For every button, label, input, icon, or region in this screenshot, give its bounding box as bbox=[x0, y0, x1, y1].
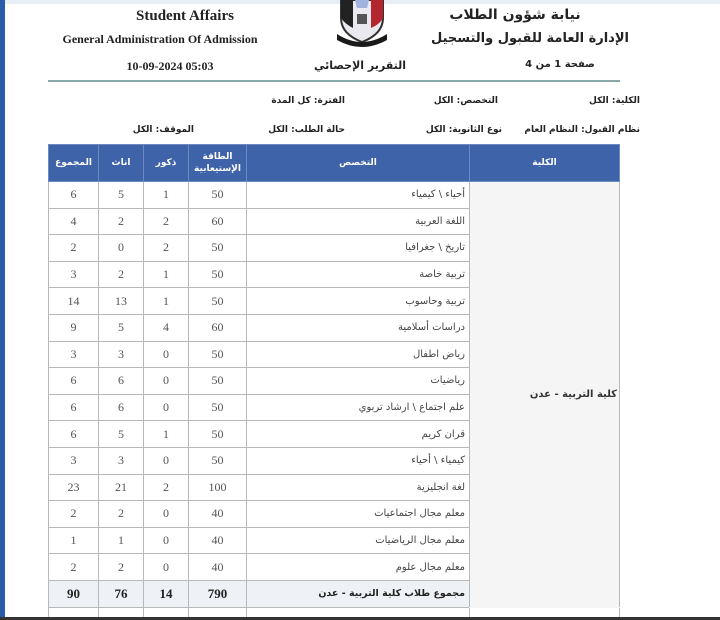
university-crest-logo bbox=[333, 0, 391, 48]
cell-total: 6 bbox=[49, 182, 99, 209]
cell-males: 0 bbox=[144, 554, 189, 581]
cell-total: 2 bbox=[49, 235, 99, 262]
cell-capacity: 50 bbox=[189, 288, 247, 315]
cell-specialization: اللغة العربية bbox=[247, 208, 470, 235]
cell-females: 2 bbox=[99, 501, 144, 528]
header-capacity-line2: الإستيعابية bbox=[194, 164, 241, 174]
cell-specialization: دراسات أسلامية bbox=[247, 314, 470, 341]
cell-empty bbox=[189, 607, 247, 618]
cell-capacity: 40 bbox=[189, 501, 247, 528]
header-females: اناث bbox=[99, 145, 144, 182]
cell-total: 2 bbox=[49, 554, 99, 581]
filter-position: الموقف: الكل bbox=[132, 125, 194, 135]
cell-males: 1 bbox=[144, 421, 189, 448]
page-indicator: صفحة 1 من 4 bbox=[525, 59, 595, 70]
cell-specialization: علم اجتماع \ ارشاد تربوي bbox=[247, 394, 470, 421]
cell-males: 0 bbox=[144, 527, 189, 554]
cell-males: 1 bbox=[144, 288, 189, 315]
cell-college-name: كلية التربية - عدن bbox=[470, 182, 620, 608]
cell-specialization: لغة انجليزية bbox=[247, 474, 470, 501]
cell-capacity: 100 bbox=[189, 474, 247, 501]
cell-specialization: معلم مجال الرياضيات bbox=[247, 527, 470, 554]
total-capacity: 790 bbox=[189, 580, 247, 607]
header-divider bbox=[306, 80, 620, 82]
arabic-subtitle: الإدارة العامة للقبول والتسجيل bbox=[430, 31, 629, 46]
header-capacity-line1: الطاقة bbox=[202, 152, 233, 162]
cell-total: 3 bbox=[49, 447, 99, 474]
table-row bbox=[49, 182, 620, 209]
cell-specialization: تربية خاصة bbox=[247, 261, 470, 288]
cell-specialization: كيمياء \ أحياء bbox=[247, 447, 470, 474]
report-title: التقرير الإحصائي bbox=[313, 59, 407, 72]
header-total: المجموع bbox=[49, 145, 99, 182]
cell-capacity: 40 bbox=[189, 527, 247, 554]
cell-total: 4 bbox=[49, 208, 99, 235]
cell-females: 3 bbox=[99, 341, 144, 368]
cell-empty bbox=[144, 607, 189, 618]
cell-males: 0 bbox=[144, 368, 189, 395]
cell-total: 6 bbox=[49, 368, 99, 395]
cell-total: 23 bbox=[49, 474, 99, 501]
cell-males: 2 bbox=[144, 235, 189, 262]
cell-specialization: تربية وحاسوب bbox=[247, 288, 470, 315]
cell-capacity: 50 bbox=[189, 368, 247, 395]
table-row-partial bbox=[49, 607, 620, 618]
cell-females: 2 bbox=[99, 554, 144, 581]
total-sum: 90 bbox=[49, 580, 99, 607]
cell-capacity: 60 bbox=[189, 314, 247, 341]
cell-capacity: 50 bbox=[189, 341, 247, 368]
cell-specialization: أحياء \ كيمياء bbox=[247, 182, 470, 209]
english-subtitle: General Administration Of Admission bbox=[62, 32, 258, 46]
header-college: الكلية bbox=[470, 145, 620, 182]
cell-total: 14 bbox=[49, 288, 99, 315]
cell-males: 2 bbox=[144, 208, 189, 235]
filter-secondary-type: نوع الثانوية: الكل bbox=[425, 125, 502, 135]
cell-empty bbox=[49, 607, 99, 618]
cell-empty bbox=[247, 607, 470, 618]
cell-females: 1 bbox=[99, 527, 144, 554]
header-specialization: التخصص bbox=[247, 145, 470, 182]
cell-total: 6 bbox=[49, 421, 99, 448]
cell-males: 0 bbox=[144, 501, 189, 528]
cell-females: 6 bbox=[99, 368, 144, 395]
cell-females: 21 bbox=[99, 474, 144, 501]
cell-empty bbox=[470, 607, 620, 618]
cell-capacity: 50 bbox=[189, 235, 247, 262]
cell-total: 1 bbox=[49, 527, 99, 554]
filter-admission-system: نظام القبول: النظام العام bbox=[524, 125, 640, 135]
english-title: Student Affairs bbox=[136, 8, 234, 24]
cell-males: 1 bbox=[144, 261, 189, 288]
cell-capacity: 50 bbox=[189, 447, 247, 474]
filter-request-status: حالة الطلب: الكل bbox=[268, 125, 345, 135]
cell-males: 0 bbox=[144, 394, 189, 421]
cell-males: 0 bbox=[144, 341, 189, 368]
cell-females: 6 bbox=[99, 394, 144, 421]
cell-total: 3 bbox=[49, 341, 99, 368]
total-label: مجموع طلاب كلية التربية - عدن bbox=[247, 580, 470, 607]
cell-specialization: تاريخ \ جغرافيا bbox=[247, 235, 470, 262]
cell-capacity: 60 bbox=[189, 208, 247, 235]
cell-females: 5 bbox=[99, 182, 144, 209]
cell-females: 3 bbox=[99, 447, 144, 474]
cell-capacity: 50 bbox=[189, 182, 247, 209]
cell-capacity: 50 bbox=[189, 421, 247, 448]
total-males: 14 bbox=[144, 580, 189, 607]
arabic-title: نيابة شؤون الطلاب bbox=[449, 7, 581, 23]
cell-males: 4 bbox=[144, 314, 189, 341]
cell-capacity: 50 bbox=[189, 261, 247, 288]
table-header-row bbox=[49, 145, 620, 182]
header-capacity bbox=[189, 145, 247, 182]
cell-specialization: معلم مجال علوم bbox=[247, 554, 470, 581]
cell-capacity: 40 bbox=[189, 554, 247, 581]
cell-specialization: معلم مجال اجتماعيات bbox=[247, 501, 470, 528]
cell-males: 2 bbox=[144, 474, 189, 501]
report-datetime: 10-09-2024 05:03 bbox=[126, 59, 214, 73]
cell-females: 0 bbox=[99, 235, 144, 262]
cell-females: 2 bbox=[99, 261, 144, 288]
cell-total: 6 bbox=[49, 394, 99, 421]
window-edge bbox=[0, 0, 5, 620]
cell-females: 13 bbox=[99, 288, 144, 315]
cell-total: 2 bbox=[49, 501, 99, 528]
filter-college: الكلية: الكل bbox=[589, 96, 640, 106]
cell-males: 1 bbox=[144, 182, 189, 209]
cell-specialization: رياض اطفال bbox=[247, 341, 470, 368]
cell-capacity: 50 bbox=[189, 394, 247, 421]
cell-specialization: رياضيات bbox=[247, 368, 470, 395]
cell-females: 5 bbox=[99, 314, 144, 341]
filter-period: الفترة: كل المدة bbox=[271, 96, 345, 106]
cell-specialization: قران كريم bbox=[247, 421, 470, 448]
cell-females: 2 bbox=[99, 208, 144, 235]
cell-empty bbox=[99, 607, 144, 618]
cell-females: 5 bbox=[99, 421, 144, 448]
header-males: ذكور bbox=[144, 145, 189, 182]
total-females: 76 bbox=[99, 580, 144, 607]
statistics-table bbox=[48, 144, 620, 618]
cell-total: 9 bbox=[49, 314, 99, 341]
header-divider bbox=[48, 80, 306, 82]
filter-specialization: التخصص: الكل bbox=[433, 96, 498, 106]
cell-males: 0 bbox=[144, 447, 189, 474]
cell-total: 3 bbox=[49, 261, 99, 288]
